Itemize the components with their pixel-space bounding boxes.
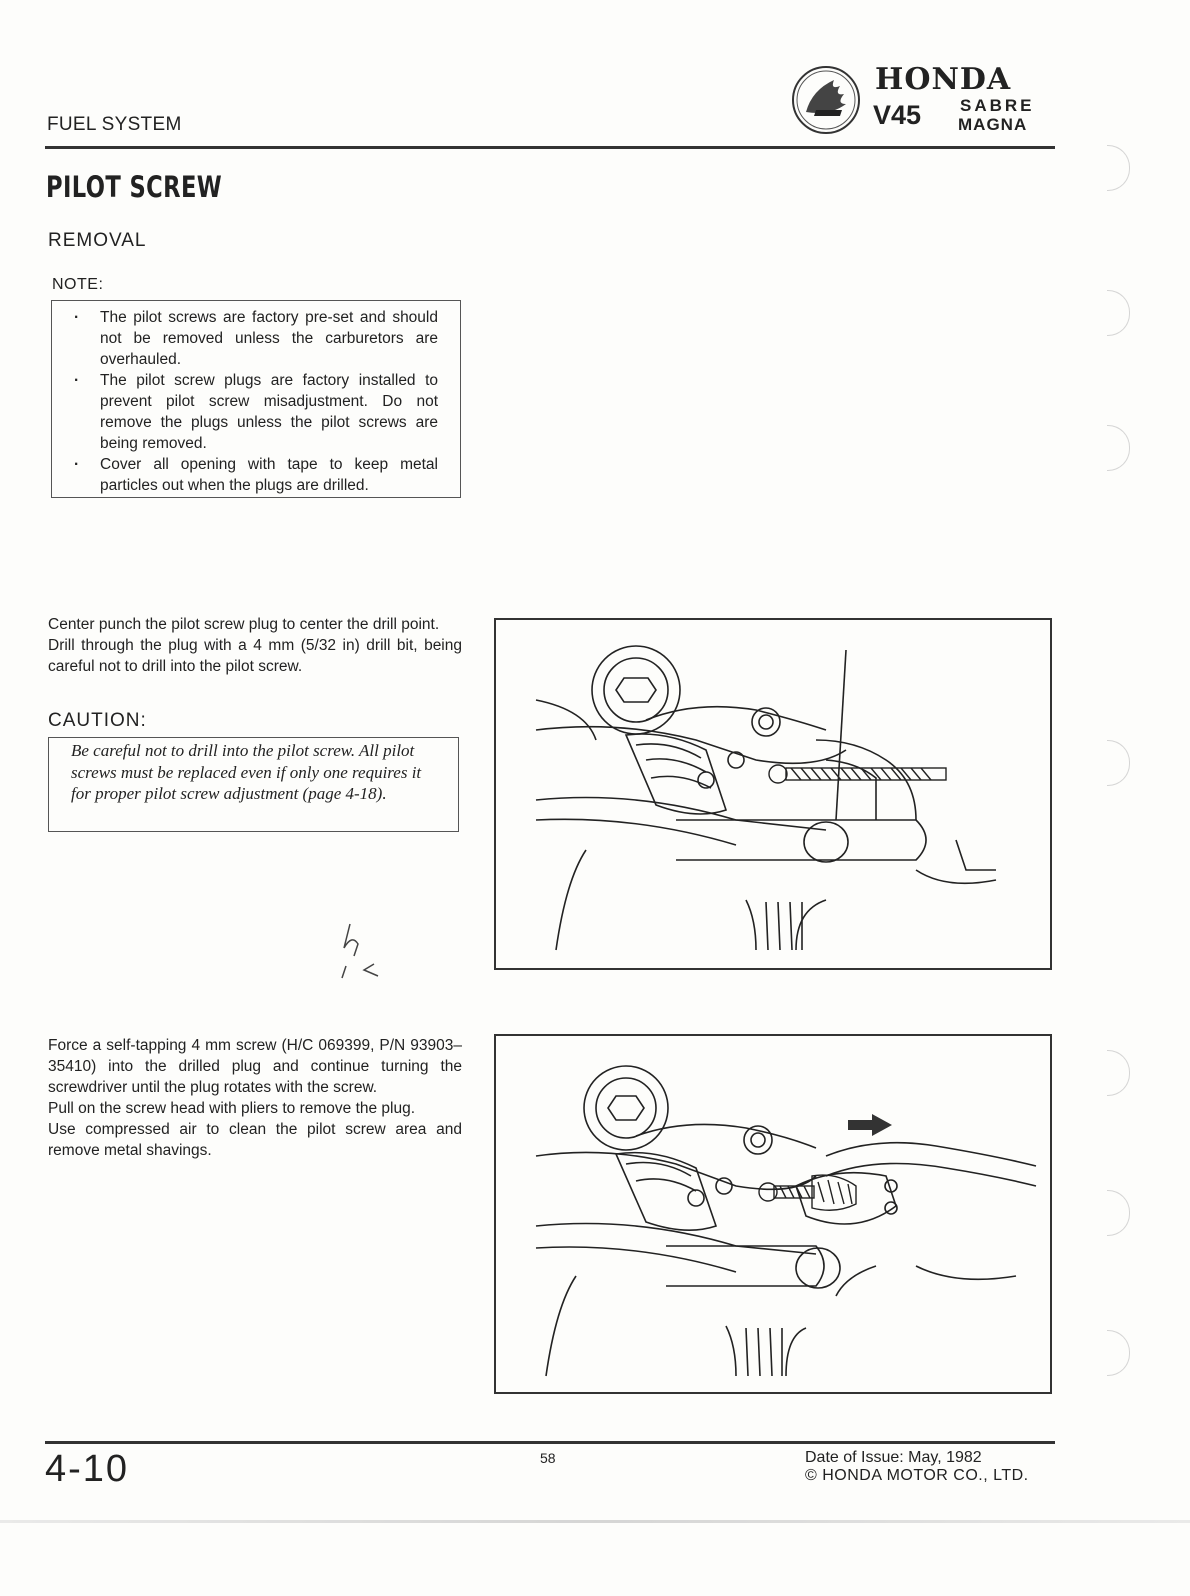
page-number: 4-10 [45, 1448, 130, 1490]
pull-arrow-icon [848, 1114, 892, 1136]
subhead-removal: REMOVAL [48, 230, 147, 251]
note-item: · The pilot screws are factory pre-set and should not be removed unless the carburetors are overhauled. [74, 307, 438, 370]
footer-rule [45, 1441, 1055, 1444]
binder-ring-mark [1107, 1050, 1130, 1096]
page-title: PILOT SCREW [46, 170, 223, 204]
honda-brand-logo [790, 60, 1070, 140]
figure-drilling-plug [494, 618, 1052, 970]
binder-ring-mark [1107, 1330, 1130, 1376]
caution-label: CAUTION: [48, 710, 147, 731]
binder-ring-mark [1107, 1190, 1130, 1236]
section-label: FUEL SYSTEM [47, 114, 182, 135]
binder-ring-mark [1107, 145, 1130, 191]
step1-line: Center punch the pilot screw plug to center the drill point. [48, 616, 440, 633]
step2-text [48, 1035, 462, 1161]
note-item: · Cover all opening with tape to keep metal particles out when the plugs are drilled. [74, 454, 438, 496]
note-item: · The pilot screw plugs are factory installed to prevent pilot screw misadjustment. Do not remove the plugs unless the pilot screws are being removed. [74, 370, 438, 454]
figure-pliers-removal [494, 1034, 1052, 1394]
issue-date: Date of Issue: May, 1982 [805, 1449, 982, 1466]
step2-line: Pull on the screw head with pliers to remove the plug. [48, 1100, 416, 1117]
binder-ring-mark [1107, 290, 1130, 336]
carburetor-pliers-illustration [496, 1036, 1050, 1392]
note-box [51, 300, 461, 498]
step1-line: Drill through the plug with a 4 mm (5/32 in) drill bit, being careful not to drill into the pilot screw. [48, 637, 462, 675]
carburetor-drill-illustration [496, 620, 1050, 968]
brand-sabre: SABRE [960, 96, 1035, 115]
sheet-number: 58 [540, 1450, 556, 1466]
header-rule [45, 146, 1055, 149]
binder-ring-mark [1107, 740, 1130, 786]
honda-wing-icon [790, 60, 870, 140]
note-label: NOTE: [52, 276, 104, 293]
brand-magna: MAGNA [958, 115, 1028, 134]
binder-ring-mark [1107, 425, 1130, 471]
handwritten-mark [338, 918, 408, 988]
caution-box: Be careful not to drill into the pilot screw. All pilot screws must be replaced even if only one requires it for proper pilot screw adjustment (page 4-18). [48, 737, 459, 832]
step2-line: Use compressed air to clean the pilot screw area and remove metal shavings. [48, 1121, 462, 1159]
step2-line: Force a self-tapping 4 mm screw (H/C 069399, P/N 93903–35410) into the drilled plug and continue turning the screwdriver until the plug rotates with the screw. [48, 1037, 462, 1096]
copyright: © HONDA MOTOR CO., LTD. [805, 1467, 1029, 1484]
brand-honda: HONDA [875, 62, 1012, 97]
scan-edge [0, 1520, 1190, 1523]
step1-text [48, 614, 462, 677]
brand-model: V45 [873, 100, 922, 130]
